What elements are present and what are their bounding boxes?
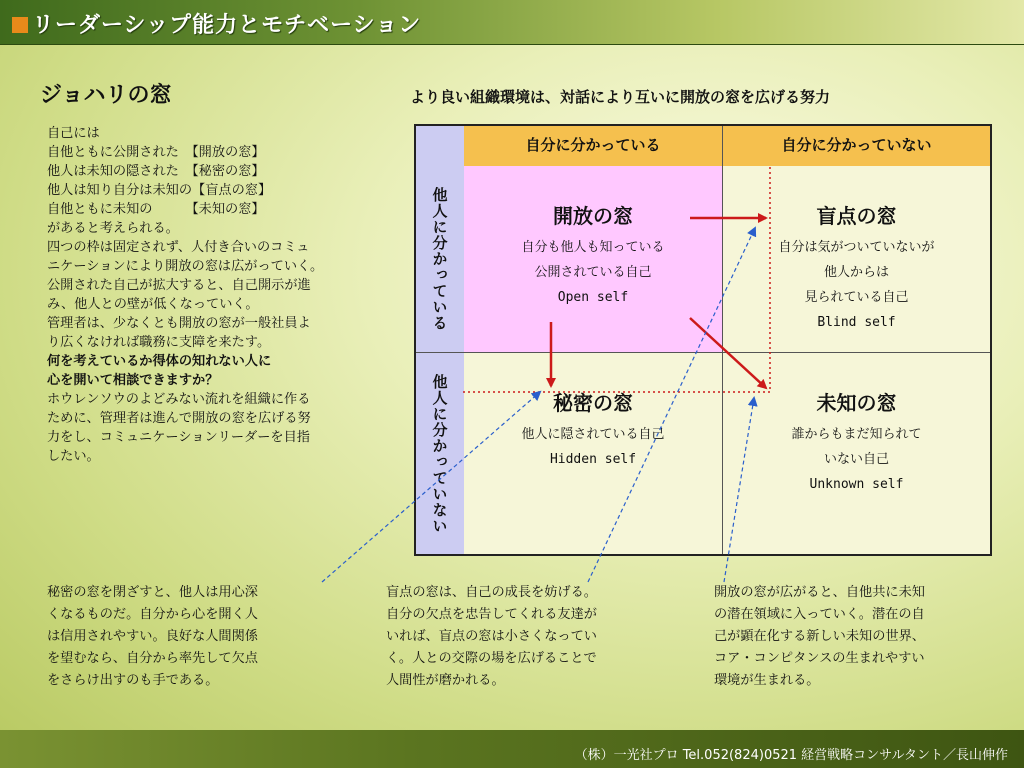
callout-line-secret [322,392,540,582]
left-line: 管理者は、少なくとも開放の窓が一般社員よ [47,316,311,331]
hidden-window-line: 他人に隠されている自己 [521,427,665,442]
row-header-known-label: 他人に分かっている [430,187,449,331]
blind-window-line: 他人からは [823,265,889,280]
left-line-emphasis: 何を考えているか得体の知れない人に [47,354,272,369]
note-line: いれば、盲点の窓は小さくなってい [386,629,597,644]
note-blind-window [386,582,676,692]
col-header-known-to-self: 自分に分かっている [464,126,722,166]
left-line: 四つの枠は固定されず、人付き合いのコミュ [47,240,310,255]
left-line: 他人は知り自分は未知の【盲点の窓】 [47,183,272,198]
left-line: 他人は未知の隠された 【秘密の窓】 [47,164,265,179]
note-line: 環境が生まれる。 [714,673,820,688]
left-line: 自他ともに公開された 【開放の窓】 [47,145,265,160]
note-open-window [714,582,1004,692]
note-secret-window [47,582,337,692]
note-line: 秘密の窓を閉ざすと、他人は用心深 [47,585,258,600]
left-line: 公開された自己が拡大すると、自己開示が進 [47,278,311,293]
callout-line-open [724,398,754,582]
hidden-window-english: Hidden self [549,452,637,467]
blind-window-line: 見られている自己 [804,290,909,305]
slide-title-text: リーダーシップ能力とモチベーション [32,13,422,38]
left-line: ニケーションにより開放の窓は広がっていく。 [47,259,324,274]
subtitle: より良い組織環境は、対話により互いに開放の窓を広げる努力 [410,88,831,106]
note-line: を望むなら、自分から率先して欠点 [47,651,258,666]
left-line: り広くなければ職務に支障を来たす。 [47,335,271,350]
note-line: をさらけ出すのも手である。 [47,673,219,688]
open-window-title: 開放の窓 [553,204,633,228]
unknown-window-english: Unknown self [809,477,904,492]
unknown-window-line: 誰からもまだ知られて [791,427,922,442]
row-header-unknown-label: 他人に分かっていない [430,373,449,534]
note-line: は信用されやすい。良好な人間関係 [47,629,258,644]
left-line-emphasis: 心を開いて相談できますか？ [47,373,219,388]
left-line: 自他ともに未知の 【未知の窓】 [47,202,265,217]
note-line: くなるものだ。自分から心を開く人 [47,607,258,622]
col-header-unknown-to-self: 自分に分かっていない [722,126,990,166]
note-line: く。人との交際の場を広げることで [386,651,597,666]
blind-window-title: 盲点の窓 [816,204,897,228]
blind-window-english: Blind self [817,315,896,330]
footer-text: （株）一光社プロ Tel.052(824)0521 経営戦略コンサルタント／長山伸作 [574,748,1008,763]
note-line: 盲点の窓は、自己の成長を妨げる。 [386,585,597,600]
left-line: したい。 [47,449,100,464]
unknown-window-line: いない自己 [823,452,889,467]
left-line: ために、管理者は進んで開放の窓を広げる努 [47,411,311,426]
left-line: み、他人との壁が低くなっていく。 [47,297,259,312]
note-line: 己が顕在化する新しい未知の世界、 [714,629,925,644]
open-window-english: Open self [557,290,629,305]
note-line: の潜在領域に入っていく。潜在の自 [714,607,925,622]
open-window-line: 公開されている自己 [534,265,652,280]
left-line: 力をし、コミュニケーションリーダーを目指 [47,430,310,445]
arrow-open-to-unknown [690,318,766,388]
note-line: 人間性が磨かれる。 [386,673,505,688]
left-line: 自己には [47,126,100,141]
blind-window-line: 自分は気がついていないが [778,240,935,255]
open-window-line: 自分も他人も知っている [521,240,665,255]
hidden-window-title: 秘密の窓 [553,391,633,415]
unknown-window-title: 未知の窓 [816,391,897,415]
section-heading: ジョハリの窓 [40,83,172,108]
expanded-open-boundary [463,166,770,392]
left-line: があると考えられる。 [47,221,179,236]
left-line: ホウレンソウのよどみない流れを組織に作る [47,392,311,407]
note-line: 開放の窓が広がると、自他共に未知 [714,585,925,600]
callout-line-blind [588,228,755,582]
note-line: 自分の欠点を忠告してくれる友達が [386,607,597,622]
note-line: コア・コンピタンスの生まれやすい [714,651,925,666]
